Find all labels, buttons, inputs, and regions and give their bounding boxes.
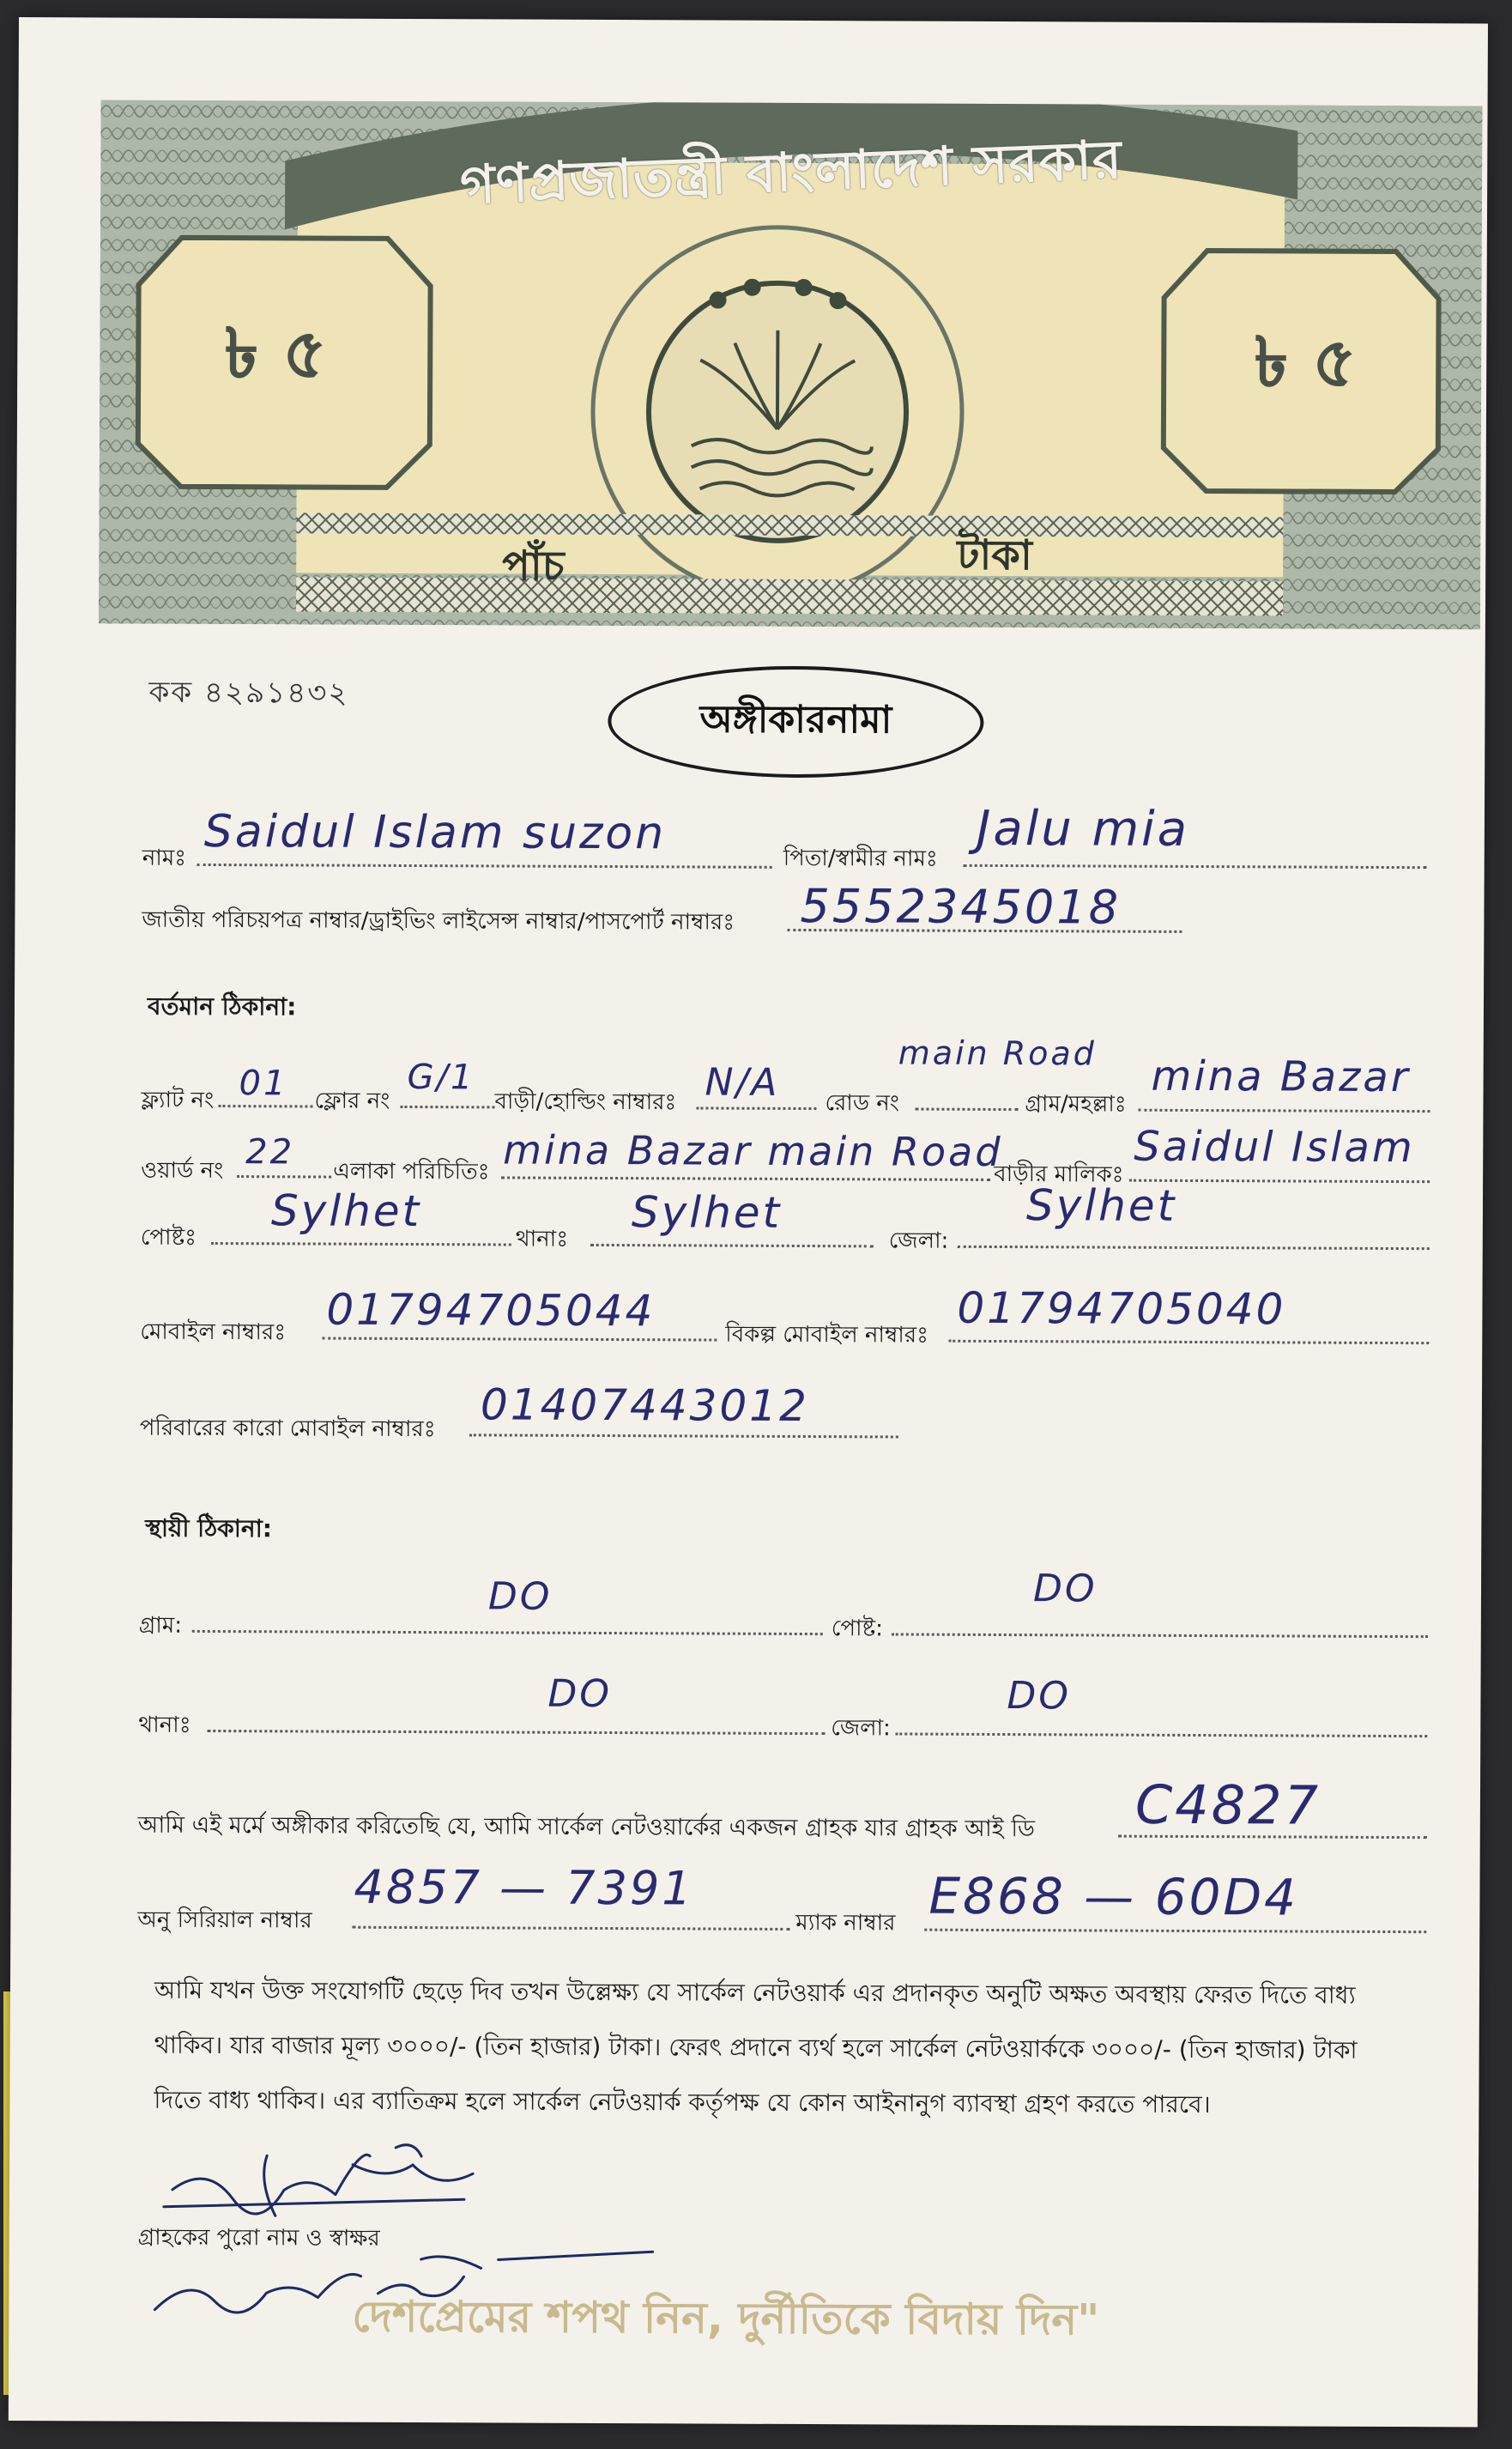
declaration-text: আমি এই মর্মে অঙ্গীকার করিতেছি যে, আমি সার্কেল নেটওয়ার্কের একজন গ্রাহক যার গ্রাহক আই ডি [137, 1811, 1036, 1843]
thana-label: থানাঃ [515, 1226, 569, 1252]
floor-value: G/1 [407, 1057, 475, 1098]
document-title: অঙ্গীকারনামা [608, 665, 984, 779]
district-line [958, 1246, 1430, 1250]
perm-district-value: DO [1007, 1674, 1072, 1719]
father-line [964, 864, 1427, 869]
village-value: mina Bazar [1151, 1052, 1411, 1102]
flat-value: 01 [239, 1064, 288, 1104]
perm-village-label: গ্রাম: [138, 1612, 183, 1639]
thana-value: Sylhet [631, 1187, 783, 1238]
district-label: জেলা: [888, 1228, 949, 1254]
ward-value: 22 [245, 1132, 295, 1173]
mobile-value: 01794705044 [326, 1284, 656, 1337]
floor-line [400, 1106, 494, 1108]
permanent-address-heading: স্থায়ী ঠিকানা: [145, 1513, 273, 1543]
family-mobile-label: পরিবারের কারো মোবাইল নাম্বারঃ [139, 1415, 436, 1443]
district-value: Sylhet [1025, 1180, 1177, 1231]
perm-district-line [895, 1732, 1427, 1737]
ward-line [237, 1175, 331, 1178]
stamp-denomination-words: পাঁচ [502, 542, 565, 591]
thana-line [590, 1244, 874, 1247]
perm-district-label: জেলা: [831, 1715, 891, 1742]
road-label: রোড নং [825, 1090, 900, 1117]
perm-post-value: DO [1032, 1567, 1098, 1611]
house-label: বাড়ী/হোল্ডিং নাম্বারঃ [494, 1088, 677, 1116]
stamp-value-right: ৳ ৫ [1254, 321, 1358, 403]
perm-post-line [892, 1633, 1428, 1638]
mobile-label: মোবাইল নাম্বারঃ [140, 1318, 287, 1346]
perm-village-value: DO [487, 1574, 553, 1619]
floor-label: ফ্লোর নং [314, 1088, 390, 1114]
stamp-paper-document [9, 17, 1488, 2427]
house-value: N/A [705, 1060, 780, 1105]
perm-post-label: পোষ্ট: [831, 1615, 883, 1642]
declaration-paragraph-line-2: থাকিব। যার বাজার মূল্য ৩০০০/- (তিন হাজার) টাকা। ফেরৎ প্রদানে ব্যর্থ হলে সার্কেল নেটওয়ার্ককে ৩০০০/- (তিন হাজার) টাকা [154, 2030, 1358, 2064]
onu-serial-line [352, 1926, 789, 1931]
family-mobile-value: 01407443012 [480, 1379, 810, 1432]
post-line [211, 1242, 511, 1246]
mac-value: E868 — 60D4 [928, 1866, 1299, 1927]
perm-thana-line [207, 1730, 825, 1735]
ward-label: ওয়ার্ড নং [141, 1157, 224, 1185]
name-label: নামঃ [142, 845, 187, 871]
flat-line [218, 1105, 312, 1107]
stamp-value-left: ৳ ৫ [224, 312, 328, 394]
village-line [1138, 1109, 1430, 1112]
stamp-serial-number: কক ৪২৯১৪৩২ [148, 675, 349, 711]
present-address-heading: বর্তমান ঠিকানা: [147, 991, 297, 1021]
stamp-denomination-currency: টাকা [957, 530, 1032, 580]
nid-value: 5552345018 [800, 878, 1122, 935]
road-line [915, 1108, 1018, 1112]
stamp-government-title: গণপ্রজাতন্ত্রী বাংলাদেশ সরকার [458, 127, 1124, 217]
onu-serial-label: অনু সিরিয়াল নাম্বার [137, 1906, 312, 1934]
flat-label: ফ্ল্যাট নং [141, 1087, 215, 1114]
post-label: পোষ্টঃ [140, 1224, 197, 1251]
customer-id-value: C4827 [1134, 1773, 1321, 1837]
anti-corruption-slogan-watermark: দেশপ্রেমের শপথ নিন, দুর্নীতিকে বিদায় দিন" [352, 2291, 1100, 2345]
declaration-paragraph-line-1: আমি যখন উক্ত সংযোগটি ছেড়ে দিব তখন উল্লেক্ষ্য যে সার্কেল নেটওয়ার্ক এর প্রদানকৃত অনুটি অক্ষত অবস্থায় ফেরত দিতে বাধ্য [154, 1975, 1356, 2010]
alt-mobile-value: 01794705040 [957, 1282, 1286, 1335]
family-mobile-line [469, 1434, 898, 1438]
mac-line [924, 1929, 1426, 1934]
owner-value: Saidul Islam [1134, 1122, 1415, 1173]
road-value: main Road [898, 1034, 1097, 1073]
perm-village-line [192, 1630, 823, 1635]
alt-mobile-label: বিকল্প মোবাইল নাম্বারঃ [725, 1321, 929, 1349]
nid-label: জাতীয় পরিচয়পত্র নাম্বার/ড্রাইভিং লাইসেন্স নাম্বার/পাসপোর্ট নাম্বারঃ [142, 906, 735, 936]
perm-thana-label: থানাঃ [138, 1712, 191, 1738]
name-line [197, 864, 772, 869]
village-label: গ্রাম/মহল্লাঃ [1025, 1091, 1127, 1118]
post-value: Sylhet [270, 1185, 422, 1237]
area-label: এলাকা পরিচিতিঃ [333, 1158, 490, 1185]
mac-label: ম্যাক নাম্বার [795, 1909, 896, 1937]
area-line [501, 1176, 990, 1180]
name-value: Saidul Islam suzon [203, 805, 667, 860]
revenue-stamp-header [99, 100, 1483, 629]
mobile-line [322, 1337, 717, 1342]
perm-thana-value: DO [547, 1671, 613, 1717]
alt-mobile-line [948, 1340, 1429, 1344]
house-line [696, 1106, 816, 1110]
father-label: পিতা/স্বামীর নামঃ [783, 845, 938, 872]
owner-label: বাড়ীর মালিকঃ [994, 1161, 1124, 1188]
declaration-paragraph-line-3: দিতে বাধ্য থাকিব। এর ব্যাতিক্রম হলে সার্কেল নেটওয়ার্ক কর্তৃপক্ষ যে কোন আইনানুগ ব্যাবস্থা গ্রহণ করতে পারবে। [154, 2085, 1211, 2119]
onu-serial-value: 4857 — 7391 [354, 1859, 694, 1916]
signature-label: গ্রাহকের পুরো নাম ও স্বাক্ষর [137, 2224, 380, 2252]
father-value: Jalu mia [976, 800, 1190, 858]
area-value: mina Bazar main Road [503, 1126, 1003, 1176]
